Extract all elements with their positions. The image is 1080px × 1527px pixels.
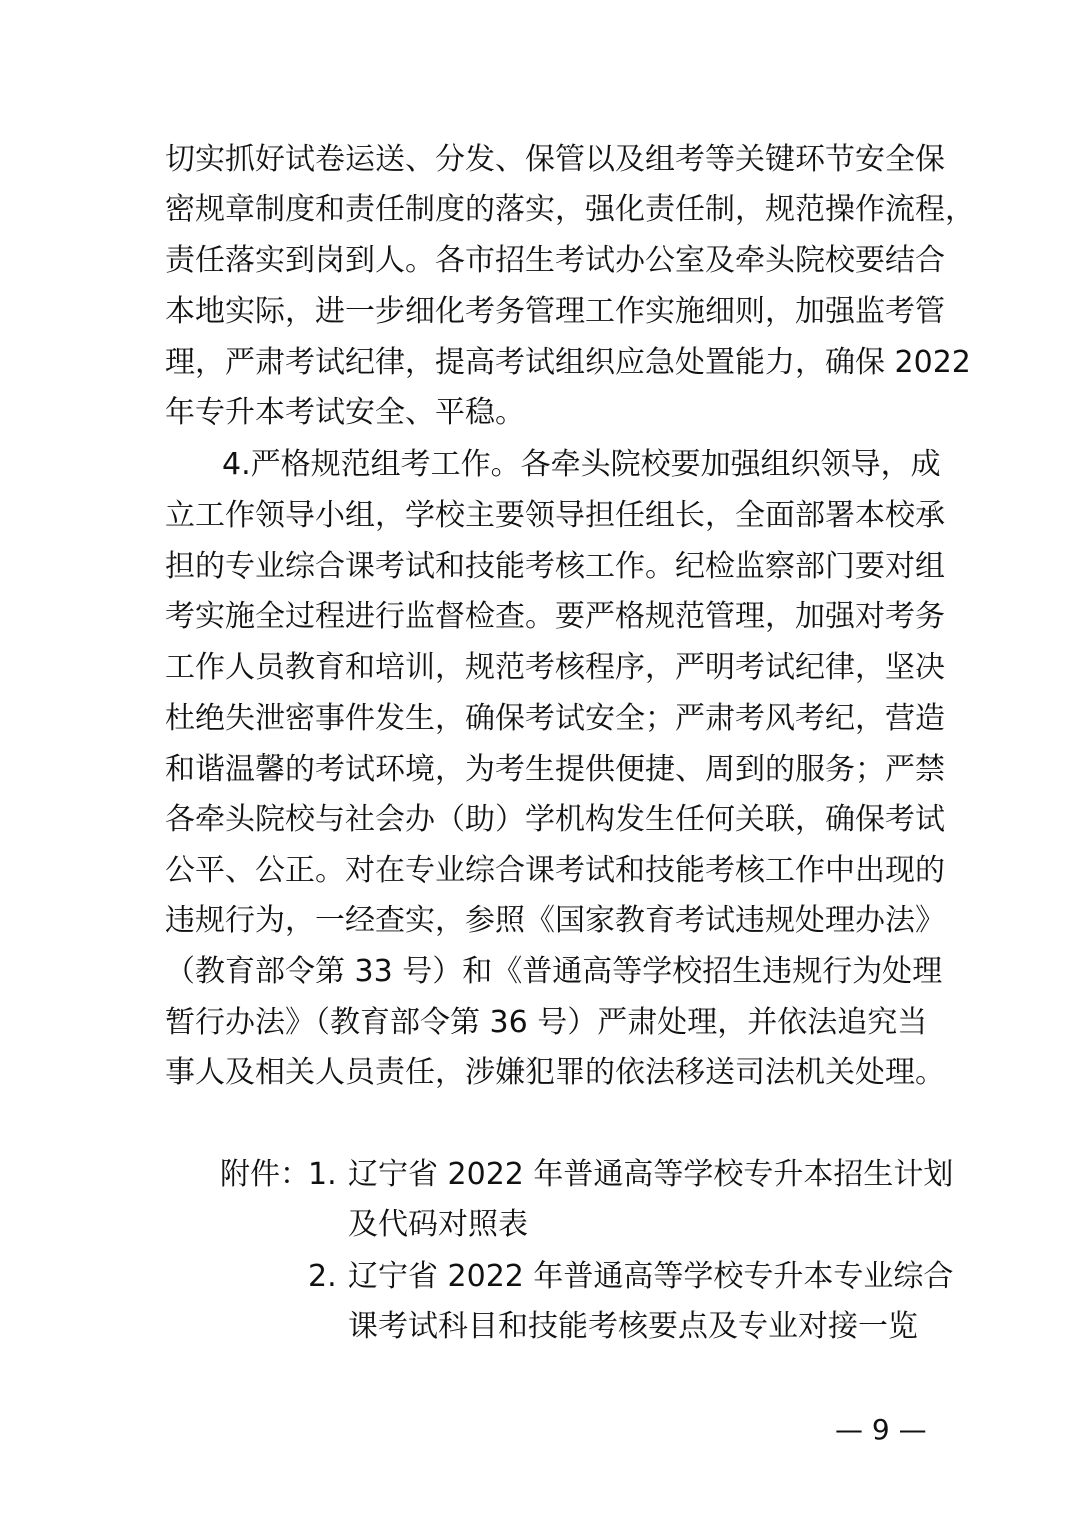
paragraph-line: 杜绝失泄密事件发生，确保考试安全；严肃考风考纪，营造 [165,701,945,736]
paragraph-line: 4.严格规范组考工作。各牵头院校要加强组织领导，成 [222,447,941,482]
paragraph-line: 考实施全过程进行监督检查。要严格规范管理，加强对考务 [165,599,945,634]
paragraph-line: 理，严肃考试纪律，提高考试组织应急处置能力，确保 2022 [165,345,971,380]
paragraph-line: 责任落实到岗到人。各市招生考试办公室及牵头院校要结合 [165,243,945,278]
attachment-title-continuation: 及代码对照表 [348,1207,528,1242]
page-number: — 9 — [835,1413,927,1446]
attachment-number: 1. [308,1157,337,1192]
paragraph-line: 事人及相关人员责任，涉嫌犯罪的依法移送司法机关处理。 [165,1055,945,1090]
paragraph-line: 立工作领导小组，学校主要领导担任组长，全面部署本校承 [165,498,945,533]
attachment-title: 辽宁省 2022 年普通高等学校专升本专业综合 [348,1259,954,1294]
paragraph-line: 工作人员教育和培训，规范考核程序，严明考试纪律，坚决 [165,650,945,685]
paragraph-line: 各牵头院校与社会办（助）学机构发生任何关联，确保考试 [165,802,945,837]
paragraph-line: 本地实际，进一步细化考务管理工作实施细则，加强监考管 [165,294,945,329]
attachment-number: 2. [308,1259,337,1294]
attachments-label: 附件： [220,1157,310,1192]
paragraph-line: 担的专业综合课考试和技能考核工作。纪检监察部门要对组 [165,549,945,584]
paragraph-line: 密规章制度和责任制度的落实，强化责任制，规范操作流程， [165,192,975,227]
paragraph-line: 切实抓好试卷运送、分发、保管以及组考等关键环节安全保 [165,142,945,177]
paragraph-line: 违规行为，一经查实，参照《国家教育考试违规处理办法》 [165,903,945,938]
paragraph-line: 暂行办法》（教育部令第 36 号）严肃处理，并依法追究当 [165,1005,928,1040]
paragraph-line: 年专升本考试安全、平稳。 [165,395,525,430]
paragraph-line: 公平、公正。对在专业综合课考试和技能考核工作中出现的 [165,853,945,888]
attachment-title: 辽宁省 2022 年普通高等学校专升本招生计划 [348,1157,954,1192]
paragraph-line: （教育部令第 33 号）和《普通高等学校招生违规行为处理 [165,954,943,989]
attachment-title-continuation: 课考试科目和技能考核要点及专业对接一览 [348,1309,918,1344]
paragraph-line: 和谐温馨的考试环境，为考生提供便捷、周到的服务；严禁 [165,752,945,787]
